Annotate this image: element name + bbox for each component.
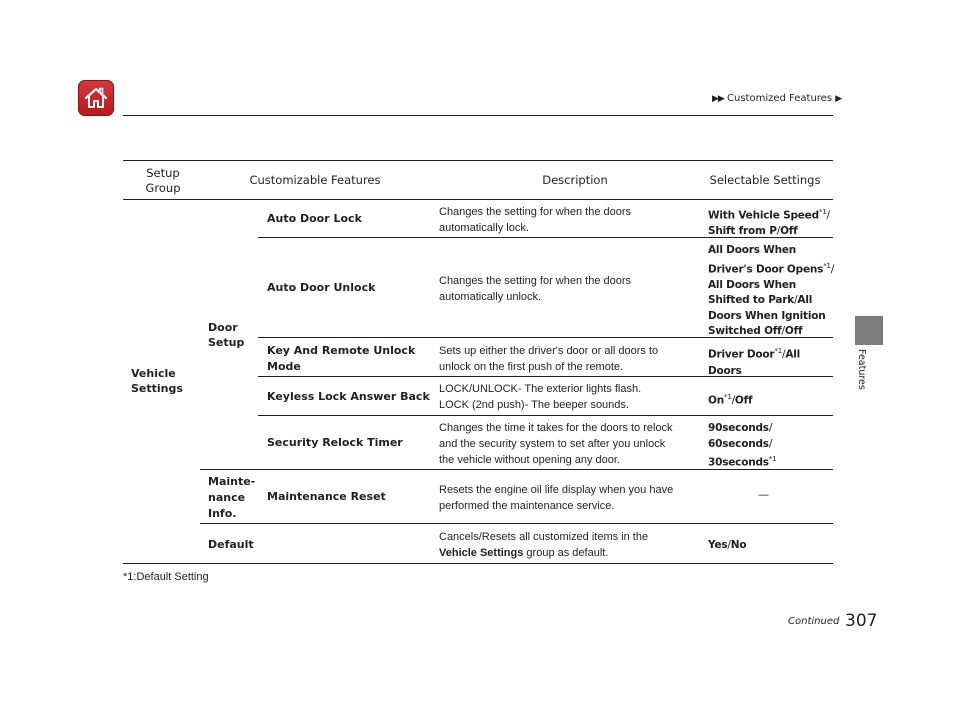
breadcrumb-arrow-icon: ▶ <box>835 94 842 104</box>
feature-security-relock-timer: Security Relock Timer <box>267 436 403 449</box>
settings-keyless-lock-answer-back: On$^{*1}$/Off <box>708 393 753 407</box>
subgroup-maintenance-info: Mainte- nance Info. <box>208 475 256 520</box>
settings-auto-door-lock: With Vehicle Speed$^{*1}$/ Shift from P/Off <box>708 208 830 237</box>
description-auto-door-unlock: Changes the setting for when the doors automatically unlock. <box>439 275 632 303</box>
description-key-and-remote-unlock-mode: Sets up either the driver's door or all doors to unlock on the first push of the remote. <box>439 345 659 373</box>
row-divider <box>258 376 833 377</box>
table-header-rule <box>123 199 833 200</box>
header-rule <box>123 115 833 116</box>
feature-auto-door-lock: Auto Door Lock <box>267 212 362 225</box>
settings-security-relock-timer: 90seconds/ 60seconds/ 30seconds$^{*1}$ <box>708 422 777 469</box>
row-divider <box>258 415 833 416</box>
page-number: 307 <box>845 611 878 631</box>
description-security-relock-timer: Changes the time it takes for the doors to relock and the security system to set after you unlock the vehicle without opening any door. <box>439 422 673 466</box>
column-header-description: Description <box>542 173 608 187</box>
settings-maintenance-reset: — <box>758 488 769 501</box>
row-divider <box>200 523 833 524</box>
table-bottom-rule <box>123 563 833 564</box>
feature-keyless-lock-answer-back: Keyless Lock Answer Back <box>267 390 430 403</box>
feature-maintenance-reset: Maintenance Reset <box>267 490 386 503</box>
settings-auto-door-unlock: All Doors When Driver's Door Opens$^{*1}$/ All Doors When Shifted to Park/All Doors When Ignition Switched Off/Off <box>708 244 835 337</box>
row-divider <box>200 469 833 470</box>
row-divider <box>258 337 833 338</box>
breadcrumb[interactable] <box>712 93 841 104</box>
group-vehicle-settings: Vehicle Settings <box>131 367 183 395</box>
row-divider <box>258 237 833 238</box>
column-header-selectable-settings: Selectable Settings <box>709 173 821 187</box>
column-header-customizable-features: Customizable Features <box>249 173 381 187</box>
footnote: *1:Default Setting <box>123 571 209 583</box>
home-button[interactable] <box>78 80 114 116</box>
description-maintenance-reset: Resets the engine oil life display when you have performed the maintenance service. <box>439 484 674 512</box>
settings-default: Yes/No <box>708 539 747 551</box>
table-top-rule <box>123 160 833 161</box>
section-label: Features <box>856 349 867 390</box>
column-header-setup-group: Setup Group <box>145 166 181 195</box>
description-auto-door-lock: Changes the setting for when the doors automatically lock. <box>439 206 632 234</box>
continued-label: Continued <box>788 616 840 627</box>
breadcrumb-label: Customized Features <box>727 93 833 104</box>
description-default: Cancels/Resets all customized items in the Vehicle Settings group as default. <box>439 531 649 559</box>
home-icon <box>83 85 109 111</box>
description-keyless-lock-answer-back: LOCK/UNLOCK- The exterior lights flash. LOCK (2nd push)- The beeper sounds. <box>439 383 642 411</box>
settings-key-and-remote-unlock-mode: Driver Door$^{*1}$/All Doors <box>708 347 801 377</box>
feature-auto-door-unlock: Auto Door Unlock <box>267 281 376 294</box>
subgroup-default: Default <box>208 538 254 551</box>
breadcrumb-arrow-icon: ▶▶ <box>712 94 724 104</box>
feature-key-and-remote-unlock-mode: Key And Remote Unlock Mode <box>267 344 416 373</box>
section-tab[interactable] <box>855 316 883 345</box>
subgroup-door-setup: Door Setup <box>208 321 245 349</box>
